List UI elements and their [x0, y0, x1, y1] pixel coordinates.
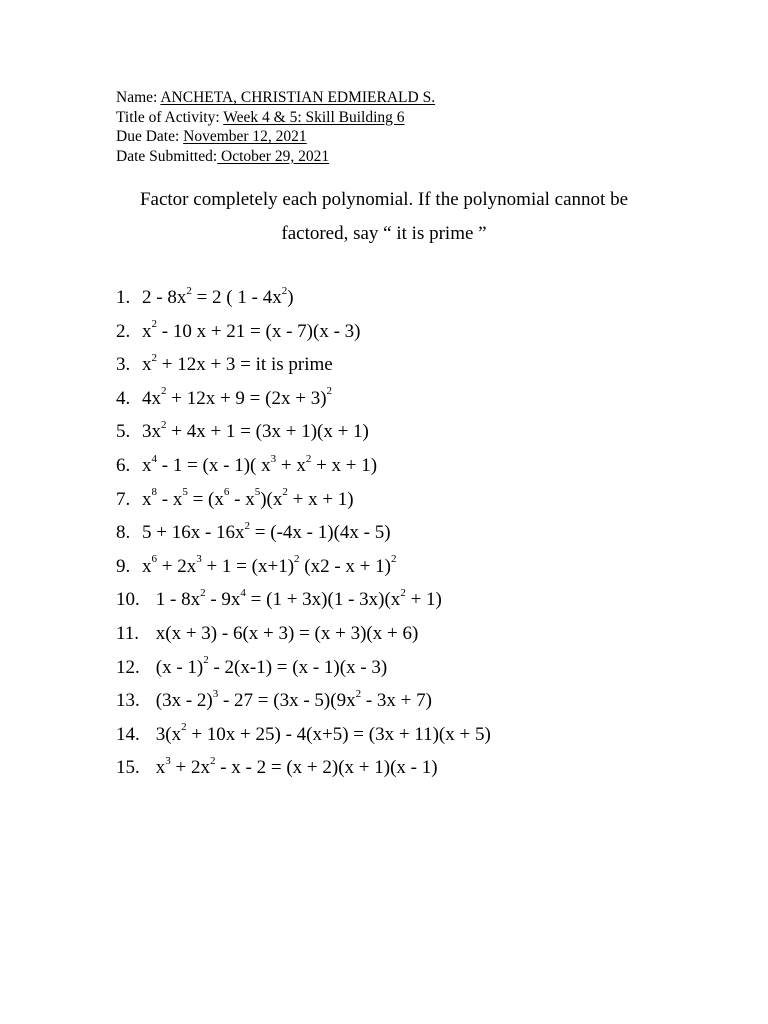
- problem-expression: [151, 754, 438, 779]
- due-date: November 12, 2021: [183, 128, 307, 145]
- exponent: 8: [151, 486, 157, 499]
- exponent: 2: [151, 351, 157, 364]
- problem-number: 7.: [116, 488, 131, 510]
- problem-item: [116, 622, 491, 656]
- exponent: 3: [165, 754, 171, 767]
- problem-expression: [151, 687, 432, 712]
- expression-text: )(x: [260, 488, 283, 510]
- exponent: 3: [212, 687, 219, 700]
- problem-item: [116, 588, 491, 622]
- problem-item: [116, 454, 491, 488]
- expression-text: 4x: [142, 387, 161, 409]
- problem-expression: [151, 721, 491, 745]
- exponent: 2: [181, 721, 187, 734]
- exponent: 2: [186, 284, 192, 297]
- due-date-line: [116, 127, 435, 147]
- expression-text: - 3x + 7): [361, 690, 432, 712]
- problem-item: [116, 756, 491, 790]
- problem-number: 4.: [116, 387, 131, 409]
- expression-text: = 2 ( 1 - 4x: [191, 287, 282, 308]
- problem-expression: [142, 519, 391, 544]
- problem-expression: [142, 351, 333, 376]
- expression-text: 5 + 16x - 16x: [142, 522, 245, 544]
- expression-text: (x - 1): [151, 656, 204, 678]
- expression-text: + 10x + 25) - 4(x+5) = (3x + 11)(x + 5): [186, 723, 491, 745]
- expression-text: 1 - 8x: [151, 589, 201, 611]
- expression-text: 2 - 8x: [142, 287, 187, 308]
- expression-text: - x: [157, 488, 183, 510]
- exponent: 2: [355, 687, 362, 700]
- problem-item: [116, 555, 491, 589]
- exponent: 2: [281, 284, 288, 297]
- expression-text: x: [142, 354, 152, 376]
- exponent: 2: [400, 587, 406, 600]
- expression-text: + 12x + 3 = it is prime: [157, 354, 333, 376]
- exponent: 2: [390, 553, 397, 566]
- activity-title-label: Title of Activity:: [116, 108, 224, 126]
- expression-text: + 4x + 1 = (3x + 1)(x + 1): [166, 421, 369, 443]
- name-label: Name:: [116, 89, 161, 106]
- due-date-label: Due Date:: [116, 128, 184, 145]
- exponent: 3: [196, 553, 202, 566]
- expression-text: - x: [229, 488, 255, 510]
- expression-text: + 1): [405, 589, 442, 611]
- problem-expression: [151, 623, 418, 644]
- problem-expression: [142, 318, 361, 342]
- exponent: 5: [254, 486, 261, 499]
- problem-expression: [142, 452, 378, 476]
- expression-text: - 27 = (3x - 5)(9x: [218, 690, 356, 712]
- exponent: 2: [161, 419, 167, 432]
- problem-number: 8.: [116, 522, 131, 544]
- expression-text: + 1 = (x+1): [201, 555, 295, 577]
- expression-text: + 12x + 9 = (2x + 3): [166, 387, 327, 409]
- instructions-line-1: Factor completely each polynomial. If the polynomial cannot be: [139, 189, 629, 210]
- expression-text: x: [142, 488, 152, 510]
- activity-title-line: [116, 108, 435, 128]
- document-header: [116, 88, 435, 166]
- activity-title: Week 4 & 5: Skill Building 6: [223, 108, 405, 126]
- problem-item: [116, 689, 491, 723]
- student-name: ANCHETA, CHRISTIAN EDMIERALD S.: [160, 89, 436, 106]
- exponent: 2: [161, 385, 167, 398]
- expression-text: (x2 - x + 1): [299, 555, 391, 577]
- exponent: 2: [203, 654, 209, 667]
- expression-text: + 2x: [157, 555, 197, 577]
- expression-text: ): [287, 287, 294, 308]
- problem-item: [116, 656, 491, 690]
- exponent: 2: [326, 385, 333, 398]
- problem-expression: [151, 589, 442, 610]
- problem-expression: [142, 284, 294, 308]
- problem-number: 5.: [116, 421, 131, 443]
- expression-text: - 10 x + 21 = (x - 7)(x - 3): [157, 320, 361, 342]
- expression-text: + 2x: [170, 757, 210, 779]
- problem-item: [116, 521, 491, 555]
- problem-expression: [142, 486, 354, 510]
- instructions-line-2: factored, say “ it is prime ”: [281, 223, 487, 244]
- exponent: 2: [200, 587, 206, 600]
- expression-text: = (1 + 3x)(1 - 3x)(x: [245, 589, 401, 611]
- expression-text: + x + 1): [287, 488, 354, 510]
- exponent: 2: [305, 452, 312, 465]
- expression-text: x: [142, 454, 152, 476]
- exponent: 2: [294, 553, 300, 566]
- problem-item: [116, 353, 491, 387]
- problem-number: 12.: [116, 656, 140, 678]
- expression-text: x: [142, 320, 152, 342]
- date-submitted-line: [116, 147, 435, 167]
- expression-text: - x - 2 = (x + 2)(x + 1)(x - 1): [215, 757, 438, 779]
- expression-text: + x: [276, 454, 306, 476]
- instructions: [0, 183, 768, 251]
- exponent: 4: [151, 452, 157, 465]
- expression-text: - 2(x-1) = (x - 1)(x - 3): [208, 656, 388, 678]
- problem-item: [116, 488, 491, 522]
- problem-number: 10.: [116, 589, 140, 611]
- date-submitted: October 29, 2021: [217, 147, 330, 165]
- exponent: 2: [282, 486, 288, 499]
- exponent: 4: [240, 587, 246, 600]
- problem-number: 6.: [116, 454, 131, 476]
- exponent: 2: [244, 519, 251, 532]
- date-submitted-label: Date Submitted:: [116, 147, 218, 165]
- expression-text: = (-4x - 1)(4x - 5): [250, 522, 391, 544]
- problem-item: [116, 723, 491, 757]
- problem-expression: [142, 385, 333, 409]
- exponent: 5: [182, 486, 188, 499]
- problem-item: [116, 286, 491, 320]
- exponent: 3: [270, 452, 277, 465]
- exponent: 6: [223, 486, 230, 499]
- problem-number: 14.: [116, 723, 140, 745]
- problem-number: 13.: [116, 690, 140, 712]
- exponent: 2: [209, 754, 216, 767]
- expression-text: 3x: [142, 421, 161, 443]
- problem-expression: [142, 421, 369, 442]
- problem-number: 15.: [116, 757, 140, 779]
- expression-text: x: [151, 757, 166, 779]
- problem-number: 2.: [116, 320, 131, 342]
- problem-number: 3.: [116, 354, 131, 376]
- expression-text: + x + 1): [311, 454, 378, 476]
- expression-text: x: [142, 555, 152, 577]
- expression-text: (3x - 2): [151, 690, 213, 712]
- expression-text: - 9x: [205, 589, 241, 611]
- exponent: 6: [151, 553, 157, 566]
- expression-text: = (x: [187, 488, 224, 510]
- problem-item: [116, 387, 491, 421]
- problem-number: 1.: [116, 287, 131, 308]
- problem-number: 9.: [116, 555, 131, 577]
- expression-text: - 1 = (x - 1)( x: [157, 454, 271, 476]
- expression-text: 3(x: [151, 723, 182, 745]
- problem-item: [116, 420, 491, 454]
- problem-list: [116, 286, 491, 790]
- problem-number: 11.: [116, 622, 140, 644]
- expression-text: x(x + 3) - 6(x + 3) = (x + 3)(x + 6): [151, 622, 419, 644]
- name-line: [116, 88, 435, 108]
- problem-expression: [151, 654, 388, 678]
- problem-item: [116, 320, 491, 354]
- problem-expression: [142, 553, 397, 577]
- exponent: 2: [151, 318, 157, 331]
